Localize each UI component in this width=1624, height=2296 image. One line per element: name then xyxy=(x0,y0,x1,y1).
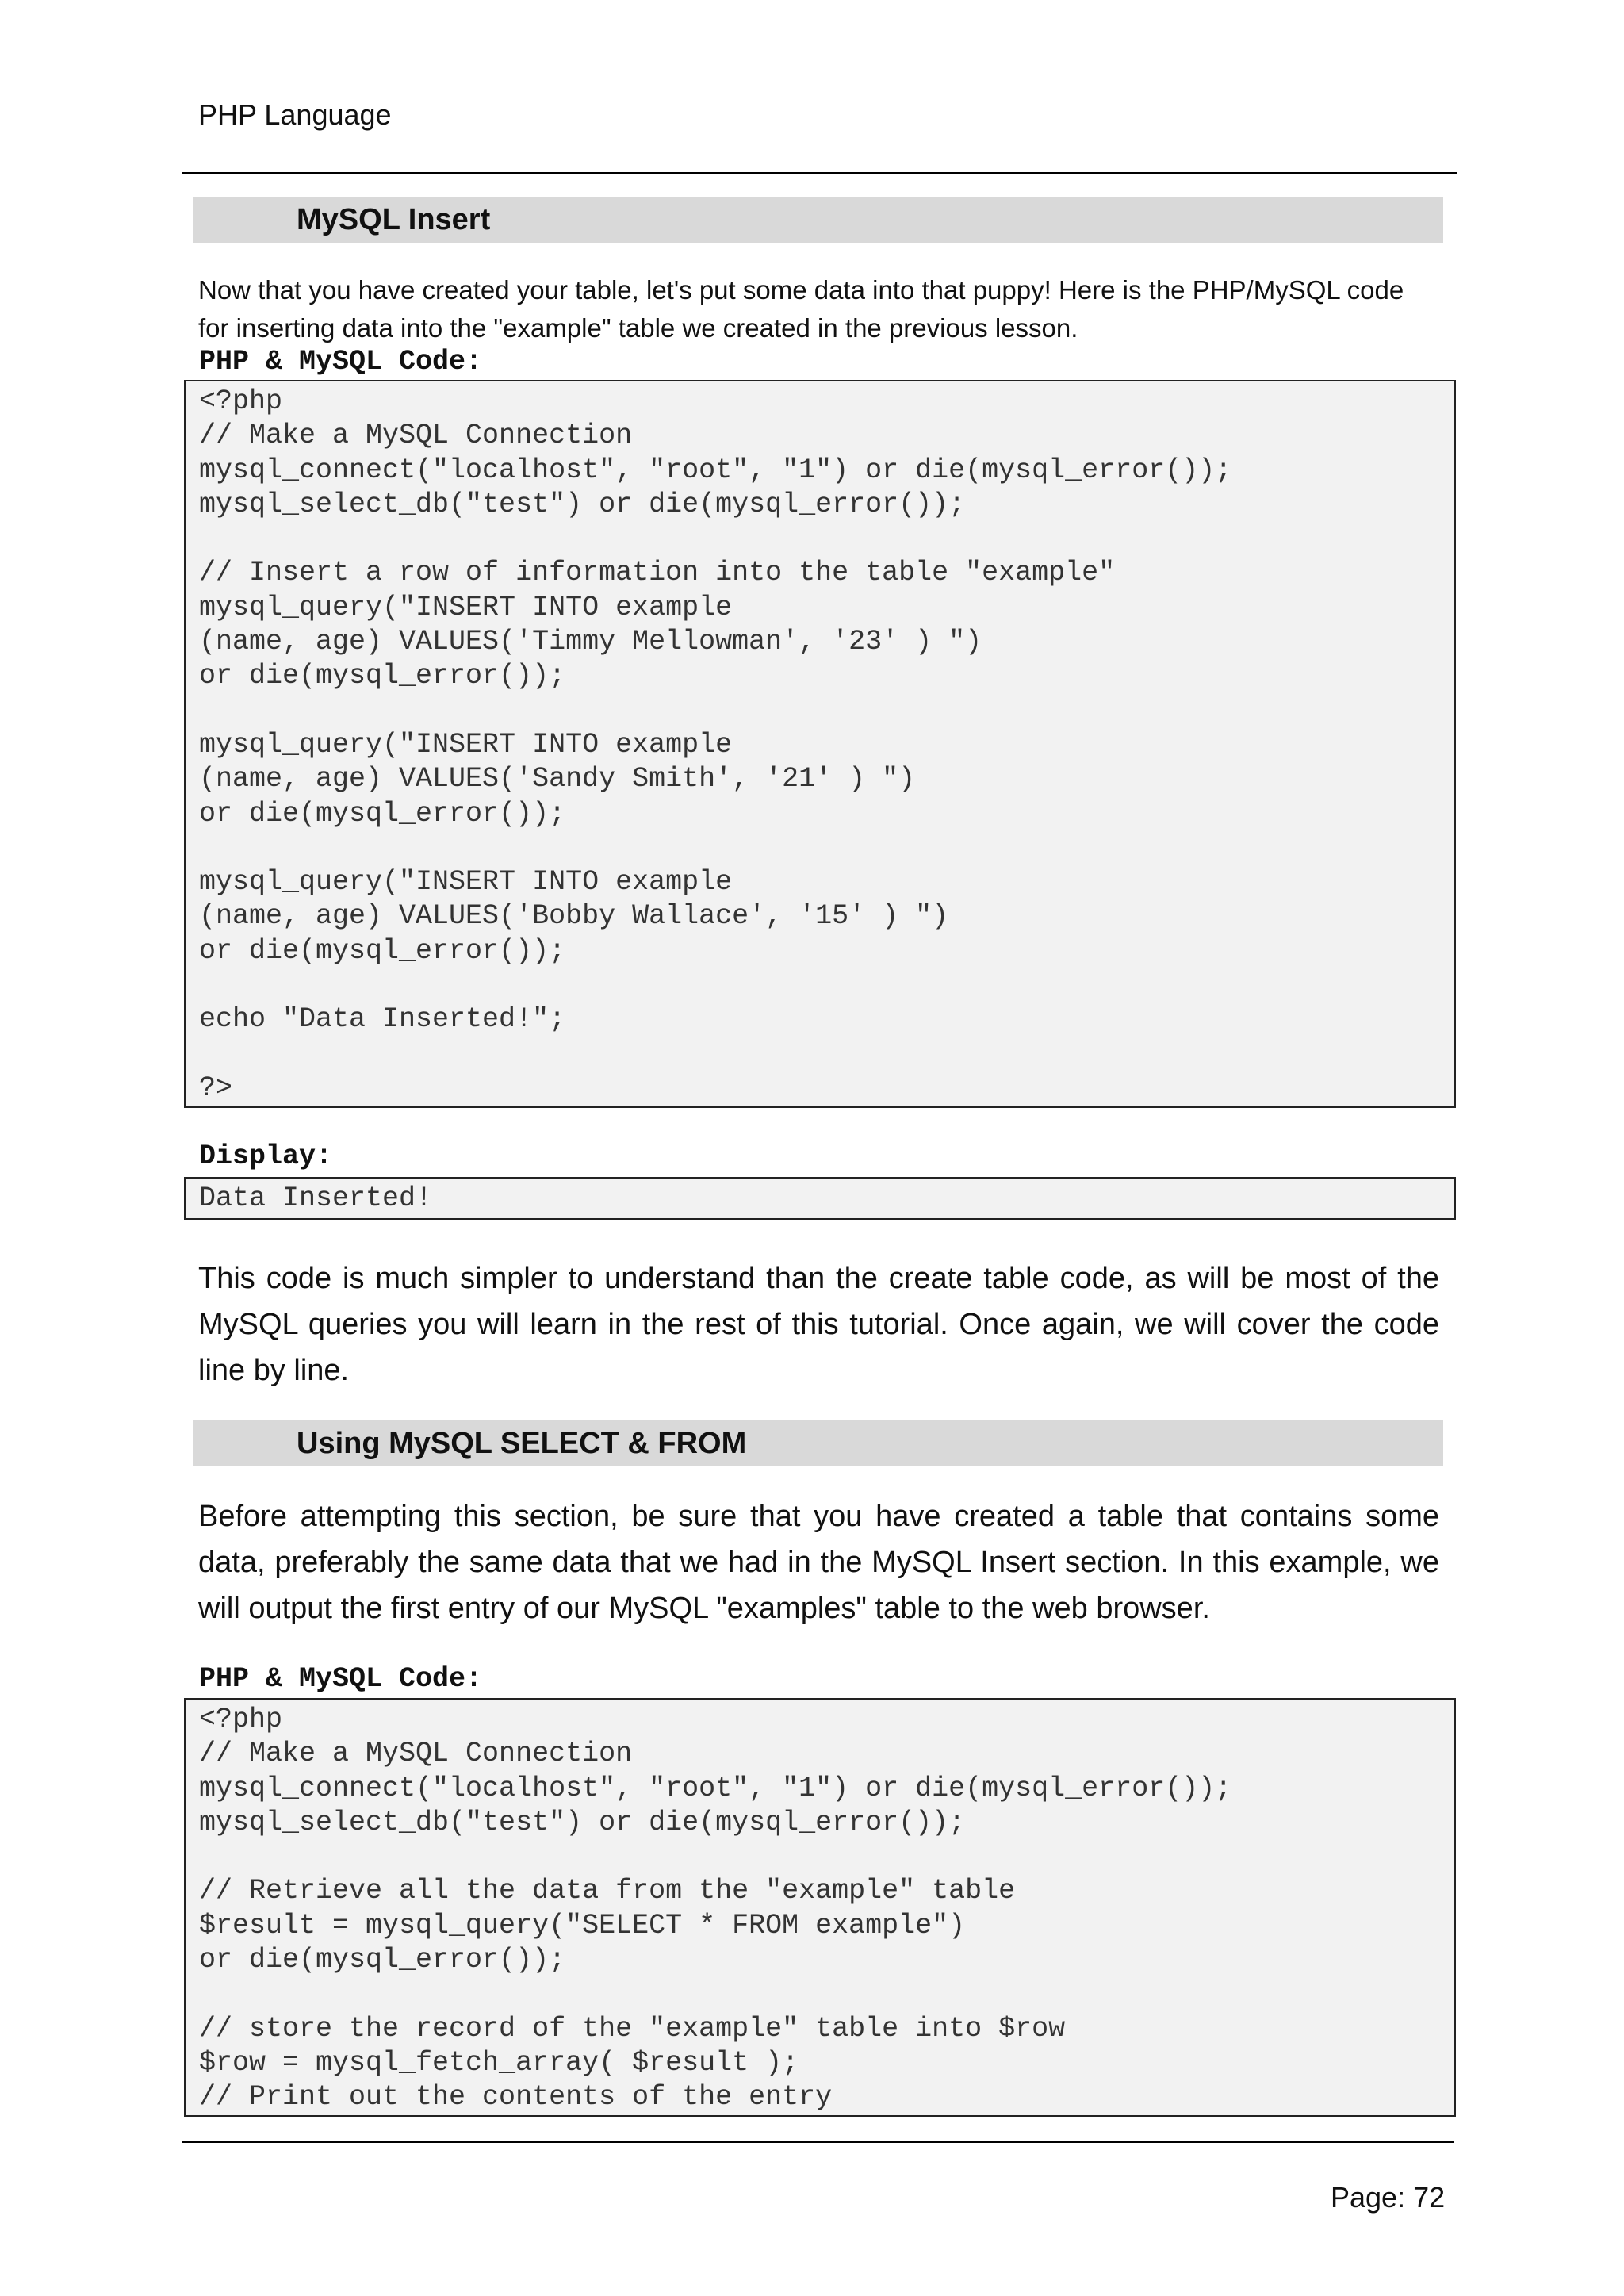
code-line: // Retrieve all the data from the "example" table xyxy=(199,1875,1016,1907)
section-heading-select: Using MySQL SELECT & FROM xyxy=(193,1420,1443,1466)
code-line: <?php xyxy=(199,1704,283,1735)
code-line: (name, age) VALUES('Bobby Wallace', '15' ) ") xyxy=(199,900,949,933)
code-line: (name, age) VALUES('Timmy Mellowman', '23' ) ") xyxy=(199,626,982,658)
section-heading-insert: MySQL Insert xyxy=(193,197,1443,243)
code-line: // Print out the contents of the entry xyxy=(199,2081,833,2114)
code-line: mysql_query("INSERT INTO example xyxy=(199,591,733,623)
code-line: // Make a MySQL Connection xyxy=(199,1738,633,1770)
display-output-text: Data Inserted! xyxy=(199,1182,433,1214)
insert-explanation-paragraph: This code is much simpler to understand than the create table code, as will be most of the MySQL queries you will learn in the rest of this tutorial. Once again, we will cover the code line by line. xyxy=(198,1262,1439,1387)
code-line: echo "Data Inserted!"; xyxy=(199,1003,566,1036)
code-line xyxy=(199,1977,1454,2011)
code-line xyxy=(199,968,1454,1002)
code-line: or die(mysql_error()); xyxy=(199,797,566,830)
code-line: // Make a MySQL Connection xyxy=(199,420,633,452)
code-line: or die(mysql_error()); xyxy=(199,1944,566,1976)
insert-code-label: PHP & MySQL Code: xyxy=(199,346,483,378)
select-intro-paragraph: Before attempting this section, be sure that you have created a table that contains some data, preferably the same data that we had in the MySQL Insert section. In this example, we will output the first entry of our MySQL "examples" table to the web browser. xyxy=(198,1500,1439,1625)
page-number: Page: 72 xyxy=(1331,2181,1446,2214)
code-line: ?> xyxy=(199,1071,233,1104)
code-line: $result = mysql_query("SELECT * FROM example") xyxy=(199,1909,966,1941)
code-line: mysql_query("INSERT INTO example xyxy=(199,728,733,761)
display-output-block xyxy=(184,1177,1456,1220)
code-line: mysql_select_db("test") or die(mysql_error()); xyxy=(199,488,966,520)
code-line: // store the record of the "example" table into $row xyxy=(199,2012,1066,2045)
code-line: mysql_select_db("test") or die(mysql_error()); xyxy=(199,1806,966,1838)
display-label: Display: xyxy=(199,1140,333,1172)
insert-code-block xyxy=(184,380,1456,1108)
code-line: // Insert a row of information into the table "example" xyxy=(199,557,1116,589)
code-line xyxy=(199,831,1454,865)
code-line: <?php xyxy=(199,385,283,417)
running-header: PHP Language xyxy=(198,98,392,131)
code-line xyxy=(199,1037,1454,1071)
select-code-block xyxy=(184,1698,1456,2117)
code-line: mysql_query("INSERT INTO example xyxy=(199,866,733,899)
code-line: or die(mysql_error()); xyxy=(199,660,566,692)
select-code-label: PHP & MySQL Code: xyxy=(199,1663,483,1695)
code-line xyxy=(199,1840,1454,1874)
code-line xyxy=(199,522,1454,556)
header-rule xyxy=(182,172,1457,174)
code-line: mysql_connect("localhost", "root", "1") or die(mysql_error()); xyxy=(199,454,1232,486)
insert-intro-paragraph: Now that you have created your table, let's put some data into that puppy! Here is the PHP/MySQL code for inserting data into the "example" table we created in the previous lesson. xyxy=(198,275,1404,343)
code-line xyxy=(199,694,1454,728)
code-line: mysql_connect("localhost", "root", "1") or die(mysql_error()); xyxy=(199,1772,1232,1804)
code-line: or die(mysql_error()); xyxy=(199,934,566,967)
code-line: $row = mysql_fetch_array( $result ); xyxy=(199,2046,799,2079)
code-line: (name, age) VALUES('Sandy Smith', '21' ) ") xyxy=(199,763,916,795)
footer-rule xyxy=(182,2141,1454,2143)
